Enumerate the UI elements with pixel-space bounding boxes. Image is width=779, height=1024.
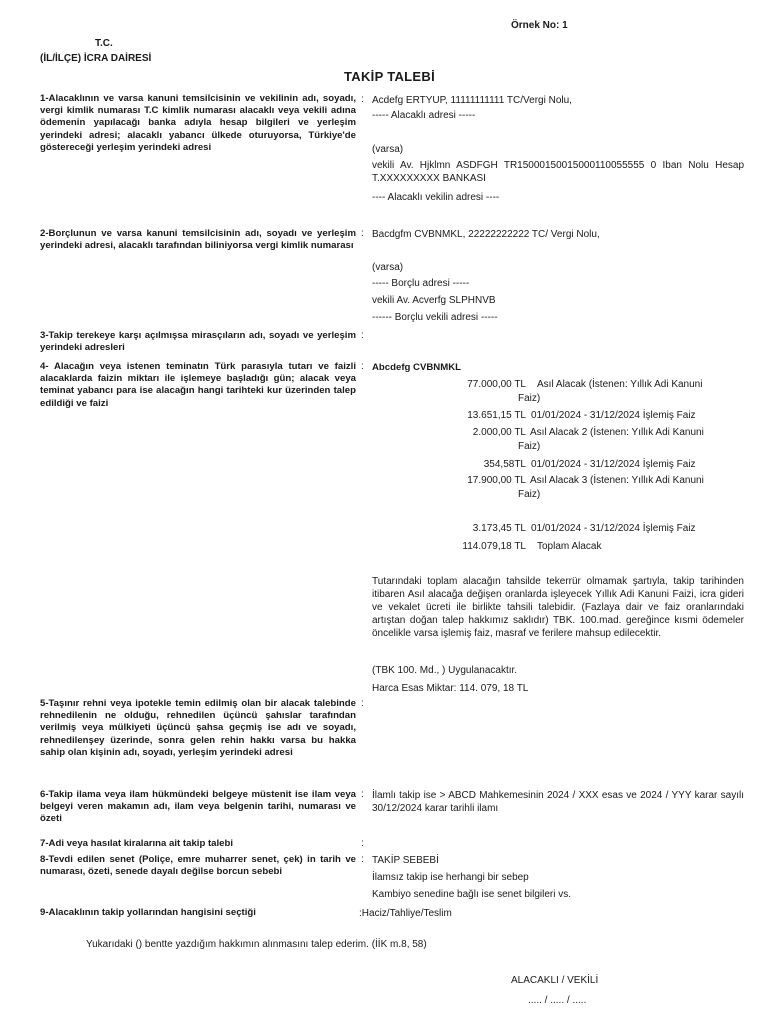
claim-4-amount: 354,58TL bbox=[483, 459, 526, 470]
cause-line-1: İlamsız takip ise herhangi bir sebep bbox=[372, 872, 529, 883]
cause-heading: TAKİP SEBEBİ bbox=[372, 855, 439, 866]
section-6-label: 6-Takip ilama veya ilam hükmündeki belgeye müstenit ise ilam veya belgeyi veren makamın adı, ilam veya belgenin tarihi, numarası ve özeti bbox=[40, 789, 356, 825]
tbk-note: (TBK 100. Md., ) Uygulanacaktır. bbox=[372, 665, 518, 676]
section-5-label: 5-Taşınır rehni veya ipotekle temin edilmiş olan bir alacak talebinde rehnedilenin ne olduğu, rehnedilen üçüncü şahıslar tarafından verilmiş veya mülkiyeti üçüncü şahsa geçmiş ise adı ve soyadı, rehnedilenşey üzerinde, sonra gelen rehin hakkı varsa bu hakka sahip olan kişinin adı, soyadı, yerleşim yerindeki adresi bbox=[40, 698, 356, 758]
section-9-colon: : bbox=[359, 908, 362, 919]
claim-3-description-cont: Faiz) bbox=[518, 441, 541, 452]
section-3-label: 3-Takip terekeye karşı açılmışsa mirasçıların adı, soyadı ve yerleşim yerindeki adresleri bbox=[40, 330, 356, 354]
claim-5-amount: 17.900,00 TL bbox=[467, 475, 526, 486]
creditor-address-placeholder: ----- Alacaklı adresi ----- bbox=[372, 110, 476, 121]
tc-heading: T.C. bbox=[95, 38, 113, 49]
debtor-attorney-address-placeholder: ------ Borçlu vekili adresi ----- bbox=[372, 312, 498, 323]
request-statement: Yukarıdaki () bentte yazdığım hakkımın alınmasını talep ederim. (İİK m.8, 58) bbox=[86, 939, 427, 950]
sample-number: Örnek No: 1 bbox=[511, 20, 568, 31]
cause-line-2: Kambiyo senedine bağlı ise senet bilgileri vs. bbox=[372, 889, 571, 900]
claim-5-description: Asıl Alacak 3 (İstenen: Yıllık Adi Kanuni bbox=[530, 475, 704, 486]
claim-2-description: 01/01/2024 - 31/12/2024 İşlemiş Faiz bbox=[531, 410, 696, 421]
debtor-attorney: vekili Av. Acverfg SLPHNVB bbox=[372, 295, 496, 306]
claim-2-amount: 13.651,15 TL bbox=[467, 410, 526, 421]
section-5-colon: : bbox=[361, 698, 364, 709]
fee-basis-amount: Harca Esas Miktar: 114. 079, 18 TL bbox=[372, 683, 529, 694]
section-8-colon: : bbox=[361, 854, 364, 865]
section-7-label: 7-Adi veya hasılat kiralarına ait takip talebi bbox=[40, 838, 234, 849]
claim-6-amount: 3.173,45 TL bbox=[472, 523, 526, 534]
claim-1-description-cont: Faiz) bbox=[518, 393, 541, 404]
section-4-colon: : bbox=[361, 361, 364, 372]
creditor-varsa: (varsa) bbox=[372, 144, 404, 155]
section-8-label: 8-Tevdi edilen senet (Poliçe, emre muharrer senet, çek) in tarih ve numarası, özeti, senede dayalı değilse borcun sebebi bbox=[40, 854, 356, 878]
section-4-label: 4- Alacağın veya istenen teminatın Türk parasıyla tutarı ve faizli alacaklarda faizin miktarı ile işlemeye başladığı gün; alacak veya teminat yabancı para ise alacağın hangi tarihteki kur üzerinden talep edildiği ve faizi bbox=[40, 361, 356, 409]
section-9-label: 9-Alacaklının takip yollarından hangisini seçtiği bbox=[40, 907, 256, 918]
section-7-colon: : bbox=[361, 838, 364, 849]
judgment-details: İlamlı takip ise > ABCD Mahkemesinin 2024 / XXX esas ve 2024 / YYY karar sayılı 30/12/2024 karar tarihli ilamı bbox=[372, 790, 744, 814]
claim-1-amount: 77.000,00 TL bbox=[467, 379, 526, 390]
section-1-colon: : bbox=[361, 94, 364, 105]
claim-1-description: Asıl Alacak (İstenen: Yıllık Adi Kanuni bbox=[537, 379, 703, 390]
office-name: (İL/İLÇE) İCRA DAİRESİ bbox=[40, 53, 152, 64]
claim-4-description: 01/01/2024 - 31/12/2024 İşlemiş Faiz bbox=[531, 459, 696, 470]
debtor-name: Bacdgfm CVBNMKL, 22222222222 TC/ Vergi Nolu, bbox=[372, 229, 600, 240]
signature-date: ..... / ..... / ..... bbox=[528, 995, 587, 1006]
enforcement-method: Haciz/Tahliye/Teslim bbox=[361, 908, 452, 919]
creditor-attorney: vekili Av. Hjklmn ASDFGH TR15000150015000110055555 0 Iban Nolu Hesap T.XXXXXXXXX BANKASI bbox=[372, 160, 744, 184]
collection-paragraph: Tutarındaki toplam alacağın tahsilde tekerrür olmamak şartıyla, takip tarihinden itibaren Asıl alacağa değişen oranlarda işleyecek Yıllık Adi Kanuni Faizi, icra gideri ve vekalet ücreti ile birlikte tahsili talebidir. (Fazlaya dair ve faiz oranlarındaki artıştan doğan talep hakkımız saklıdır) TBK. 100.mad. gereğince kısmi ödemeler öncelikle varsa işlemiş faiz, masraf ve ferilere mahsup edilecektir. bbox=[372, 576, 744, 639]
section-6-colon: : bbox=[361, 789, 364, 800]
claim-6-description: 01/01/2024 - 31/12/2024 İşlemiş Faiz bbox=[531, 523, 696, 534]
total-description: Toplam Alacak bbox=[537, 541, 602, 552]
claim-3-amount: 2.000,00 TL bbox=[472, 427, 526, 438]
claim-5-description-cont: Faiz) bbox=[518, 489, 541, 500]
section-1-label: 1-Alacaklının ve varsa kanuni temsilcisinin ve vekilinin adı, soyadı, vergi kimlik numarası T.C kimlik numarası alacaklı veya vekili adına ödemenin yapılacağı banka adıyla hesap bilgileri ve yerleşim yerindeki adresi; alacaklı yabancı ülkede oturuyorsa, Türkiye'de göstereceği yerleşim yerindeki adresi bbox=[40, 93, 356, 153]
page-title: TAKİP TALEBİ bbox=[344, 69, 435, 84]
debtor-varsa: (varsa) bbox=[372, 262, 404, 273]
section-2-colon: : bbox=[361, 228, 364, 239]
claim-3-description: Asıl Alacak 2 (İstenen: Yıllık Adi Kanuni bbox=[530, 427, 704, 438]
section-2-label: 2-Borçlunun ve varsa kanuni temsilcisinin adı, soyadı ve yerleşim yerindeki adresi, alacaklı tarafından biliniyorsa vergi kimlik numarası bbox=[40, 228, 356, 252]
claim-debtor: Abcdefg CVBNMKL bbox=[372, 362, 462, 373]
signer-label: ALACAKLI / VEKİLİ bbox=[511, 975, 599, 986]
creditor-name: Acdefg ERTYUP, 11111111111 TC/Vergi Nolu, bbox=[372, 95, 572, 106]
debtor-address-placeholder: ----- Borçlu adresi ----- bbox=[372, 278, 470, 289]
total-amount: 114.079,18 TL bbox=[462, 541, 526, 552]
enforcement-method-line bbox=[359, 907, 452, 920]
section-3-colon: : bbox=[361, 330, 364, 341]
creditor-attorney-address-placeholder: ---- Alacaklı vekilin adresi ---- bbox=[372, 192, 500, 203]
